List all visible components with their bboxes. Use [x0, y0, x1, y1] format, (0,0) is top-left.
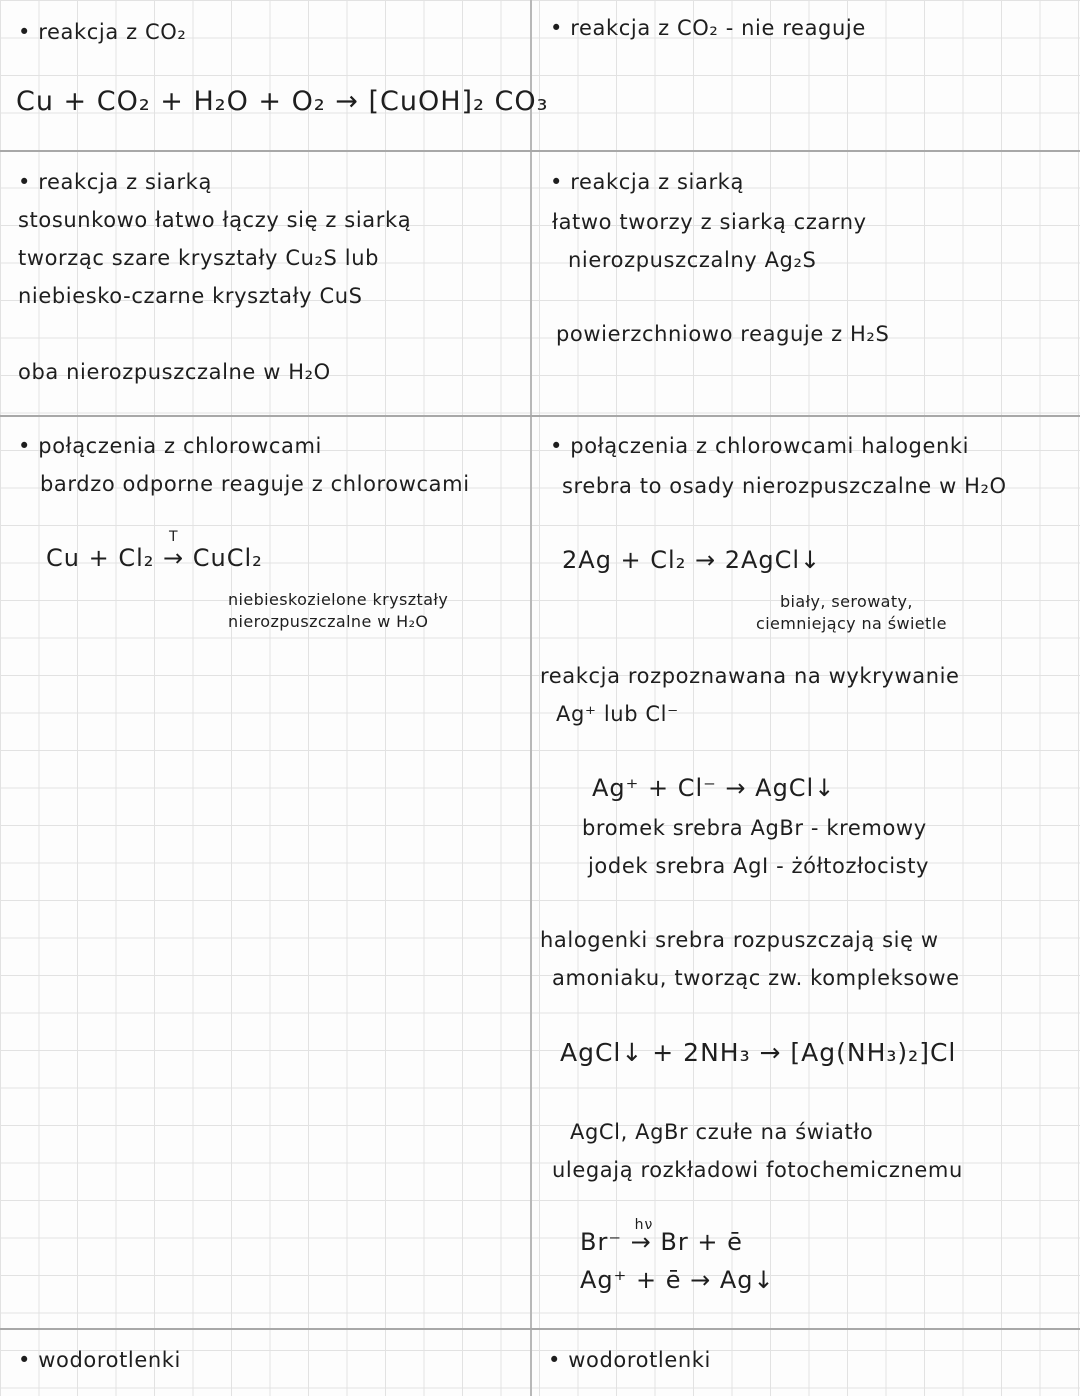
left-halogen-line: bardzo odporne reaguje z chlorowcami [40, 472, 470, 496]
left-halogen-heading: • połączenia z chlorowcami [18, 434, 322, 458]
right-halogen-line: srebra to osady nierozpuszczalne w H₂O [562, 474, 1007, 498]
right-ammonia-equation: AgCl↓ + 2NH₃ → [Ag(NH₃)₂]Cl [560, 1038, 957, 1067]
left-halogen-note-1: niebieskozielone kryształy [228, 590, 449, 609]
right-photo-eq1-over: hν [634, 1217, 654, 1233]
column-divider [530, 0, 532, 1396]
right-iodide-line: jodek srebra AgI - żółtozłocisty [588, 854, 930, 878]
right-halogen-note-2: ciemniejący na świetle [756, 614, 947, 633]
right-halogen-equation: 2Ag + Cl₂ → 2AgCl↓ [562, 546, 822, 574]
left-co2-heading: • reakcja z CO₂ [18, 20, 187, 44]
right-photo-eq1-right: Br + ē [660, 1228, 743, 1256]
left-sulfur-line-2: tworząc szare kryształy Cu₂S lub [18, 246, 380, 270]
left-co2-equation: Cu + CO₂ + H₂O + O₂ → [CuOH]₂ CO₃ [16, 86, 549, 117]
right-halogen-note-1: biały, serowaty, [780, 592, 913, 611]
right-sulfur-note: powierzchniowo reaguje z H₂S [556, 322, 890, 346]
left-halogen-note-2: nierozpuszczalne w H₂O [228, 612, 429, 631]
right-ammonia-line-2: amoniaku, tworząc zw. kompleksowe [552, 966, 960, 990]
row-divider-2 [0, 415, 1080, 417]
right-bromide-line: bromek srebra AgBr - kremowy [582, 816, 927, 840]
right-detect-line-1: reakcja rozpoznawana na wykrywanie [540, 664, 960, 688]
right-detect-equation: Ag⁺ + Cl⁻ → AgCl↓ [592, 774, 836, 802]
row-divider-3 [0, 1328, 1080, 1330]
left-halogen-eq-arrow-glyph: → [163, 544, 185, 572]
left-sulfur-note: oba nierozpuszczalne w H₂O [18, 360, 331, 384]
right-photo-line-2: ulegają rozkładowi fotochemicznemu [552, 1158, 963, 1182]
right-photo-eq1-arrow: hν → [630, 1217, 654, 1256]
left-hydroxide-heading: • wodorotlenki [18, 1348, 181, 1372]
left-halogen-eq-over: T [169, 529, 179, 545]
left-sulfur-line-1: stosunkowo łatwo łączy się z siarką [18, 208, 412, 232]
right-hydroxide-heading: • wodorotlenki [548, 1348, 711, 1372]
right-photo-equation-1 [580, 1217, 743, 1256]
right-sulfur-line-2: nierozpuszczalny Ag₂S [568, 248, 817, 272]
left-sulfur-line-3: niebiesko-czarne kryształy CuS [18, 284, 363, 308]
right-photo-eq1-left: Br⁻ [580, 1228, 622, 1256]
right-sulfur-line-1: łatwo tworzy z siarką czarny [552, 210, 867, 234]
left-halogen-eq-left: Cu + Cl₂ [46, 544, 155, 572]
left-halogen-eq-arrow [163, 529, 185, 572]
left-halogen-eq-right: CuCl₂ [192, 544, 263, 572]
right-co2-heading: • reakcja z CO₂ - nie reaguje [550, 16, 866, 40]
left-sulfur-heading: • reakcja z siarką [18, 170, 212, 194]
right-sulfur-heading: • reakcja z siarką [550, 170, 744, 194]
row-divider-1 [0, 150, 1080, 152]
right-ammonia-line-1: halogenki srebra rozpuszczają się w [540, 928, 939, 952]
right-halogen-heading: • połączenia z chlorowcami halogenki [550, 434, 970, 458]
left-halogen-equation [46, 529, 263, 572]
right-photo-line-1: AgCl, AgBr czułe na światło [570, 1120, 874, 1144]
right-photo-equation-2: Ag⁺ + ē → Ag↓ [580, 1266, 775, 1294]
right-detect-line-2: Ag⁺ lub Cl⁻ [556, 702, 679, 726]
